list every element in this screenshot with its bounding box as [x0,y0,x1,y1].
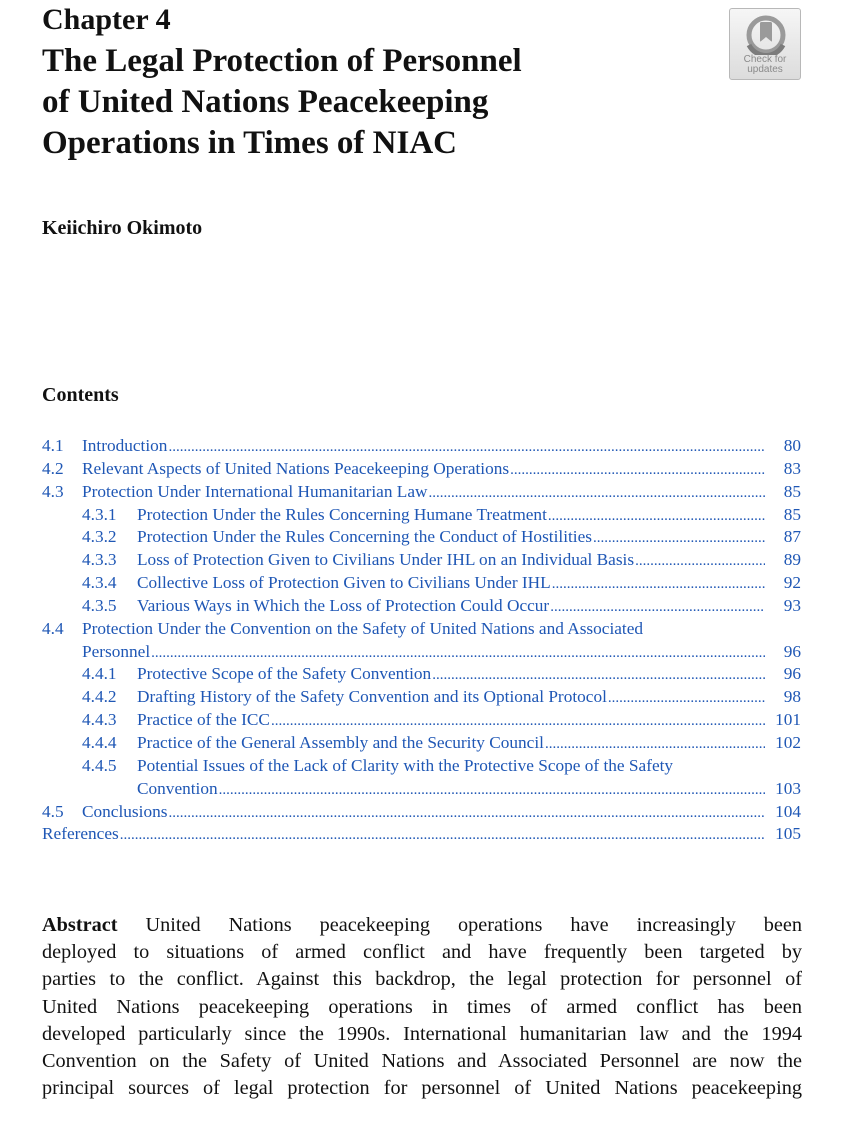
toc-entry-number: 4.3.5 [82,595,117,615]
toc-entry-continuation[interactable] [42,778,801,801]
toc-leader-dots [120,823,765,847]
toc-leader-dots [635,549,765,573]
toc-entry-title: Personnel [82,641,151,661]
toc-entry-page: 85 [783,504,801,524]
toc-entry[interactable] [42,549,801,572]
abstract-text: United Nations peacekeeping operations have increasingly been [117,914,802,936]
toc-leader-dots [219,778,765,802]
abstract-line: developed particularly since the 1990s. International humanitarian law and the 1994 [42,1022,802,1045]
toc-entry-number: 4.3.3 [82,550,117,570]
toc-entry-page: 101 [775,710,801,730]
toc-entry[interactable] [42,709,801,732]
toc-leader-dots [550,595,765,619]
toc-entry-number: 4.4.3 [82,710,117,730]
toc-leader-dots [429,481,765,505]
toc-entry-number: 4.3 [42,481,64,501]
badge-label [730,55,800,75]
toc-entry-number: 4.4.5 [82,755,117,775]
chapter-label: Chapter 4 [42,3,171,36]
toc-entry-title: References [42,824,119,844]
toc-entry-title: Relevant Aspects of United Nations Peacekeeping Operations [82,458,510,478]
toc-entry-number: 4.4 [42,618,64,638]
toc-entry[interactable] [42,458,801,481]
toc-entry[interactable] [42,595,801,618]
badge-label-line: Check for [743,54,787,65]
toc-entry-number: 4.1 [42,436,64,455]
toc-entry-page: 93 [783,595,801,615]
toc-entry-page: 104 [775,801,801,821]
toc-entry-page: 87 [783,527,801,547]
toc-entry-number: 4.3.4 [82,573,117,593]
toc-entry[interactable] [42,801,801,824]
toc-entry[interactable] [42,481,801,504]
toc-entry-title: Practice of the ICC [137,710,270,730]
toc-entry[interactable] [42,755,801,778]
toc-entry-page: 105 [775,824,801,844]
toc-leader-dots [548,504,765,528]
toc-entry-page: 80 [783,436,801,455]
toc-entry-continuation[interactable] [42,641,801,664]
toc-entry-number: 4.3.1 [82,504,117,524]
toc-entry-page: 96 [783,641,801,661]
toc-entry[interactable] [42,572,801,595]
toc-leader-dots [552,572,765,596]
toc-entry-title: Introduction [82,436,168,455]
toc-entry-title: Drafting History of the Safety Convention and its Optional Protocol [137,687,607,707]
toc-entry-page: 98 [783,687,801,707]
toc-entry-page: 89 [783,550,801,570]
abstract-line: deployed to situations of armed conflict and have frequently been targeted by [42,941,802,964]
toc-leader-dots [271,709,765,733]
chapter-title-line: Operations in Times of NIAC [42,125,457,161]
abstract-line [42,912,802,939]
toc-entry[interactable] [42,504,801,527]
toc-entry-title: Protection Under the Rules Concerning Humane Treatment [137,504,547,524]
toc-entry-title: Collective Loss of Protection Given to Civilians Under IHL [137,573,551,593]
abstract-line: principal sources of legal protection for personnel of United Nations peacekeeping [42,1077,802,1100]
toc-entry-title: Protective Scope of the Safety Convention [137,664,432,684]
toc-entry-page: 83 [783,458,801,478]
crossmark-icon [744,15,788,55]
toc-leader-dots [545,732,765,756]
abstract-label: Abstract [42,914,118,936]
chapter-title-line: The Legal Protection of Personnel [42,43,522,79]
chapter-title [42,41,682,164]
toc-leader-dots [510,458,765,482]
toc-entry[interactable] [42,663,801,686]
toc-entry-number: 4.5 [42,801,64,821]
toc-entry-page: 103 [775,778,801,798]
toc-entry[interactable] [42,686,801,709]
table-of-contents [42,435,801,846]
toc-leader-dots [168,801,765,825]
toc-leader-dots [593,526,765,550]
abstract-line: Convention on the Safety of United Nations and Associated Personnel are now the [42,1049,802,1072]
toc-leader-dots [608,686,765,710]
toc-entry[interactable] [42,526,801,549]
chapter-title-line: of United Nations Peacekeeping [42,84,489,120]
abstract-line: parties to the conflict. Against this backdrop, the legal protection for personnel of [42,968,802,991]
toc-entry-title: Conclusions [82,801,168,821]
toc-entry[interactable] [42,823,801,846]
abstract [42,912,802,1102]
toc-entry-number: 4.4.1 [82,664,117,684]
toc-entry-title: Various Ways in Which the Loss of Protection Could Occur [137,595,550,615]
toc-entry-number: 4.3.2 [82,527,117,547]
toc-entry-title: Protection Under the Rules Concerning the Conduct of Hostilities [137,527,592,547]
toc-entry[interactable] [42,435,801,458]
author-name: Keiichiro Okimoto [42,217,203,239]
toc-entry-title: Loss of Protection Given to Civilians Under IHL on an Individual Basis [137,550,635,570]
check-for-updates-badge[interactable] [729,8,801,80]
toc-leader-dots [168,435,765,459]
toc-entry-title: Convention [137,778,218,798]
badge-label-line: updates [747,64,783,75]
toc-entry[interactable] [42,618,801,641]
toc-entry-title: Potential Issues of the Lack of Clarity with the Protective Scope of the Safety [137,755,674,775]
toc-entry-title: Protection Under the Convention on the Safety of United Nations and Associated [82,618,644,638]
toc-entry-number: 4.2 [42,458,64,478]
toc-entry-number: 4.4.2 [82,687,117,707]
toc-entry-title: Practice of the General Assembly and the Security Council [137,732,544,752]
toc-entry-page: 85 [783,481,801,501]
toc-entry-page: 102 [775,732,801,752]
toc-entry-page: 96 [783,664,801,684]
toc-entry[interactable] [42,732,801,755]
toc-leader-dots [432,663,765,687]
abstract-line: United Nations peacekeeping operations in times of armed conflict has been [42,995,802,1018]
toc-entry-number: 4.4.4 [82,732,117,752]
toc-entry-page: 92 [783,573,801,593]
contents-heading: Contents [42,384,119,406]
toc-entry-title: Protection Under International Humanitarian Law [82,481,428,501]
toc-leader-dots [151,641,765,665]
